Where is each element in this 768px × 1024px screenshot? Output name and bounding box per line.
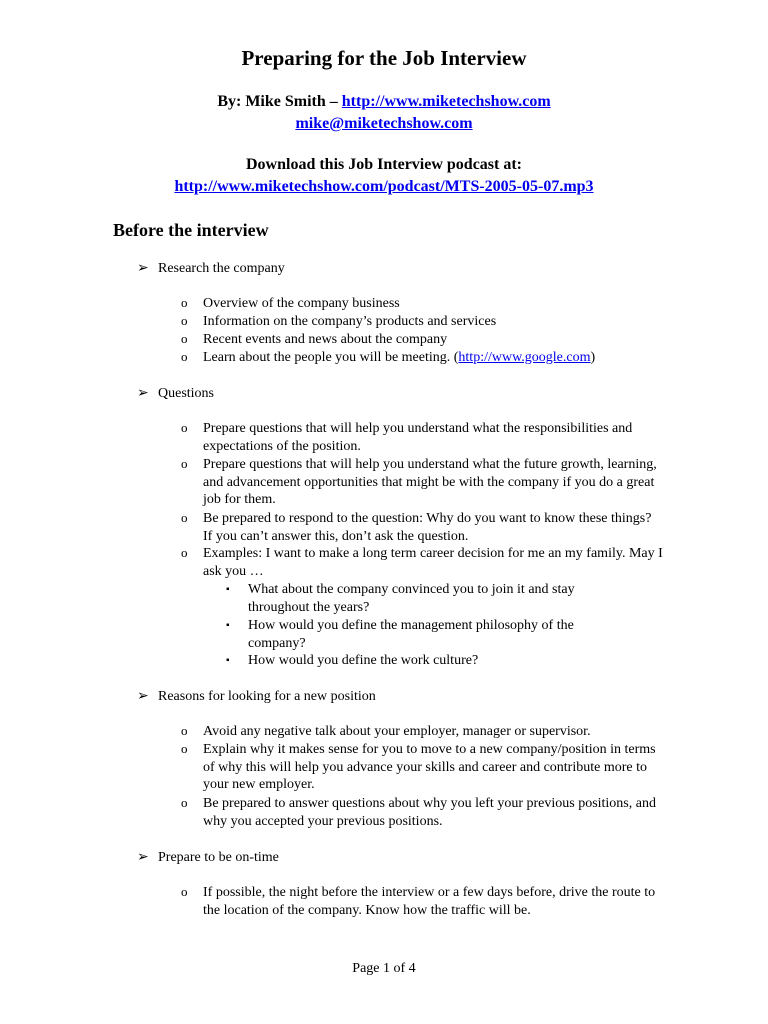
circle-bullet-icon: o — [181, 456, 188, 471]
arrow-bullet-icon: ➢ — [137, 850, 149, 865]
email-line — [0, 115, 768, 133]
list-item-text: How would you define the management philosophy of the company? — [248, 618, 574, 651]
circle-bullet-icon: o — [181, 741, 188, 756]
google-link[interactable]: http://www.google.com — [458, 350, 591, 365]
byline — [0, 93, 768, 111]
square-bullet-icon: ▪ — [226, 584, 230, 595]
list-item-text: Be prepared to respond to the question: Why do you want to know these things? If you can’t answer this, don’t ask the question. — [203, 511, 652, 544]
list-item-label: Research the company — [158, 261, 285, 276]
list-item-text: Avoid any negative talk about your employer, manager or supervisor. — [203, 724, 591, 739]
arrow-bullet-icon: ➢ — [137, 261, 149, 276]
document-title: Preparing for the Job Interview — [241, 46, 527, 70]
email-link[interactable]: mike@miketechshow.com — [295, 115, 473, 132]
site-link[interactable]: http://www.miketechshow.com — [341, 93, 551, 110]
list-item-text: Examples: I want to make a long term career decision for me an my family. May I ask you … — [203, 546, 663, 579]
arrow-bullet-icon: ➢ — [137, 386, 149, 401]
circle-bullet-icon: o — [181, 331, 188, 346]
list-item-text-start: Learn about the people you will be meeting. ( — [203, 350, 459, 365]
arrow-bullet-icon: ➢ — [137, 689, 149, 704]
circle-bullet-icon: o — [181, 313, 188, 328]
circle-bullet-icon: o — [181, 723, 188, 738]
square-bullet-icon: ▪ — [226, 655, 230, 666]
page-number: Page 1 of 4 — [352, 961, 416, 976]
list-item-label: Prepare to be on-time — [158, 850, 279, 865]
download-line — [0, 178, 768, 196]
circle-bullet-icon: o — [181, 349, 188, 364]
circle-bullet-icon: o — [181, 510, 188, 525]
list-item-text: If possible, the night before the interview or a few days before, drive the route to the location of the company. Know how the traffic will be. — [203, 885, 656, 918]
circle-bullet-icon: o — [181, 295, 188, 310]
list-item-text: Information on the company’s products and services — [203, 314, 497, 329]
download-link[interactable]: http://www.miketechshow.com/podcast/MTS-2005-05-07.mp3 — [174, 178, 594, 195]
list-item-text: What about the company convinced you to join it and stay throughout the years? — [248, 582, 575, 615]
circle-bullet-icon: o — [181, 884, 188, 899]
close-paren: ) — [590, 350, 596, 365]
list-item-text: Prepare questions that will help you understand what the future growth, learning, and advancement opportunities that might be with the company if you do a great job for them. — [203, 457, 657, 507]
list-item-text: Explain why it makes sense for you to move to a new company/position in terms of why this will help you advance your skills and career and contribute more to your new employer. — [203, 742, 656, 792]
download-label: Download this Job Interview podcast at: — [245, 156, 522, 173]
list-item-text: How would you define the work culture? — [248, 653, 479, 668]
circle-bullet-icon: o — [181, 545, 188, 560]
list-item-text: Overview of the company business — [203, 296, 400, 311]
author-text: By: Mike Smith – — [217, 93, 342, 110]
section-heading: Before the interview — [113, 220, 269, 240]
list-item-text: Prepare questions that will help you understand what the responsibilities and expectations of the position. — [203, 421, 633, 454]
list-item-text: Be prepared to answer questions about why you left your previous positions, and why you accepted your previous positions. — [203, 796, 656, 829]
list-item-text: Recent events and news about the company — [203, 332, 448, 347]
square-bullet-icon: ▪ — [226, 620, 230, 631]
circle-bullet-icon: o — [181, 420, 188, 435]
list-item-text — [203, 349, 663, 367]
list-item-label: Questions — [158, 386, 214, 401]
list-item-label: Reasons for looking for a new position — [158, 689, 376, 704]
circle-bullet-icon: o — [181, 795, 188, 810]
